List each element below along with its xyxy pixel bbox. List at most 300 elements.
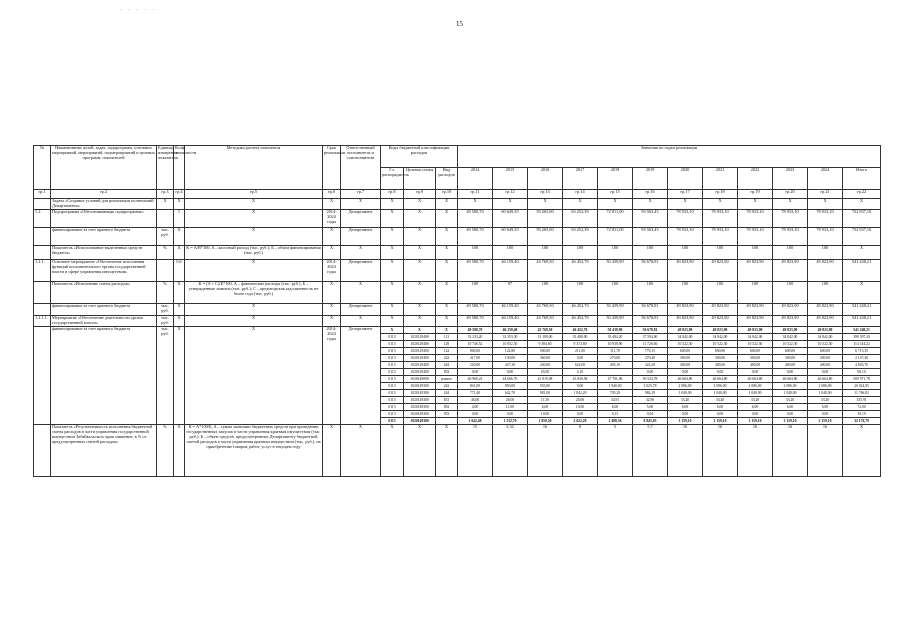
row-coef: X bbox=[174, 303, 185, 315]
row-value: 49 580,70 bbox=[458, 209, 493, 227]
detail-value: 35 484,20 bbox=[598, 333, 633, 340]
row-unit bbox=[157, 209, 174, 227]
row-value: 46 159,40 bbox=[493, 303, 528, 315]
row-term: X bbox=[323, 315, 341, 326]
detail-value: 10,00 bbox=[528, 410, 563, 417]
detail-value: 211,00 bbox=[563, 347, 598, 354]
detail-code: 0113 bbox=[381, 389, 404, 396]
detail-value: 46 452,70 bbox=[563, 326, 598, 333]
table-row bbox=[34, 209, 881, 227]
row-value: 100 bbox=[563, 245, 598, 259]
row-value: 78 933,10 bbox=[808, 227, 843, 245]
column-number: гр.8 bbox=[381, 190, 404, 199]
detail-value: 984,19 bbox=[633, 389, 668, 396]
column-number: гр.17 bbox=[668, 190, 703, 199]
row-unit: % bbox=[157, 281, 174, 303]
detail-value: 10,00 bbox=[563, 403, 598, 410]
detail-value: 46 664,80 bbox=[703, 375, 738, 382]
detail-term: 2014-2024 годы bbox=[323, 326, 341, 424]
row-value: X bbox=[808, 199, 843, 210]
row-value: 59 265,00 bbox=[528, 227, 563, 245]
row-method: X bbox=[185, 315, 323, 326]
detail-value: 46 664,80 bbox=[808, 375, 843, 382]
detail-value: 3 159,10 bbox=[668, 417, 703, 424]
column-number: гр.11 bbox=[458, 190, 493, 199]
row-method: K = (A + C)/Б*100, A – фактические расходы (тыс. руб.); Б – утвержденные лимиты (тыс. руб.); C – кредиторская задолженность не более года (тыс. руб.) bbox=[185, 281, 323, 303]
row-value: X bbox=[633, 199, 668, 210]
row-value: 16 bbox=[668, 424, 703, 476]
row-value: 16 bbox=[738, 424, 773, 476]
row-name: Основное мероприятие «Обеспечение исполнения функций исполнительного органа государственной власти в сфере управления имуществом» bbox=[51, 259, 157, 281]
row-name: Показатель «Результативность исполнения бюджетной сметы расходов в части управления государственной имуществом Забайкальского края снижение, в % от предусмотренных сметой расходов» bbox=[51, 424, 157, 476]
detail-value: 1 040,00 bbox=[808, 389, 843, 396]
row-method: X bbox=[185, 227, 323, 245]
detail-code: 1020149300 bbox=[404, 403, 436, 410]
detail-value: 37 594,00 bbox=[633, 333, 668, 340]
row-number bbox=[34, 199, 51, 210]
row-value: 78 933,10 bbox=[738, 227, 773, 245]
detail-value: 34 842,00 bbox=[808, 333, 843, 340]
row-code-cs: X bbox=[404, 259, 436, 281]
detail-code: 1020149300 bbox=[404, 389, 436, 396]
row-name: финансирование за счет краевого бюджета bbox=[51, 227, 157, 245]
row-value: 752 937,10 bbox=[843, 227, 881, 245]
column-number: гр.2 bbox=[51, 190, 157, 199]
detail-code: разное bbox=[436, 375, 458, 382]
row-responsible: X bbox=[341, 245, 381, 259]
row-code-cs: X bbox=[404, 315, 436, 326]
row-responsible: Департамент bbox=[341, 209, 381, 227]
column-number: гр.6 bbox=[323, 190, 341, 199]
row-method: K = A/B*100, A – кассовый расход (тыс. руб.); Б – объем финансирования (тыс. руб.) bbox=[185, 245, 323, 259]
detail-value: 0,00 bbox=[563, 382, 598, 389]
detail-value: 34,91 bbox=[598, 396, 633, 403]
detail-code: 853 bbox=[436, 368, 458, 375]
detail-value: 49 823,90 bbox=[703, 326, 738, 333]
detail-value: 10 052,50 bbox=[493, 340, 528, 347]
detail-value: 49 823,90 bbox=[808, 326, 843, 333]
detail-value: 72,00 bbox=[843, 403, 881, 410]
detail-value: 31 109,00 bbox=[528, 333, 563, 340]
row-unit bbox=[157, 259, 174, 281]
header-year: 2019 bbox=[633, 168, 668, 190]
detail-value: 1 850,50 bbox=[528, 417, 563, 424]
row-term: X bbox=[323, 245, 341, 259]
row-code-gr: X bbox=[381, 199, 404, 210]
detail-code: 0113 bbox=[381, 403, 404, 410]
column-number: гр.13 bbox=[528, 190, 563, 199]
header-unit: Единица измерения показателя bbox=[157, 146, 174, 190]
detail-value: 46 664,80 bbox=[668, 375, 703, 382]
detail-value: 300,00 bbox=[773, 354, 808, 361]
row-value: 78 933,10 bbox=[703, 209, 738, 227]
row-value: 50 439,90 bbox=[598, 259, 633, 281]
detail-value: 3 159,10 bbox=[738, 417, 773, 424]
detail-code: 0113 bbox=[381, 382, 404, 389]
detail-value: 0,00 bbox=[493, 368, 528, 375]
header-values: Значения по годам реализации bbox=[458, 146, 881, 168]
detail-value: 11,50 bbox=[528, 396, 563, 403]
detail-code: 129 bbox=[436, 340, 458, 347]
row-value: 49 823,90 bbox=[668, 303, 703, 315]
row-value: 100 bbox=[773, 245, 808, 259]
detail-code: 0113 bbox=[381, 354, 404, 361]
detail-value: 33,20 bbox=[703, 396, 738, 403]
row-value: 93 563,45 bbox=[633, 209, 668, 227]
row-value: 100 bbox=[528, 245, 563, 259]
row-value: 49 823,90 bbox=[703, 315, 738, 326]
detail-value: 0,04 bbox=[633, 410, 668, 417]
row-method: X bbox=[185, 209, 323, 227]
detail-value: 33 233,20 bbox=[458, 333, 493, 340]
table-row bbox=[34, 315, 881, 326]
row-code-cs: X bbox=[404, 424, 436, 476]
header-coef: Коэф. значимости bbox=[174, 146, 185, 190]
row-value: 72 811,00 bbox=[598, 209, 633, 227]
row-value: 752 937,10 bbox=[843, 209, 881, 227]
header-year: 2016 bbox=[528, 168, 563, 190]
row-value: 100 bbox=[668, 281, 703, 303]
detail-code: 1020149300 bbox=[404, 417, 436, 424]
column-number: гр.20 bbox=[773, 190, 808, 199]
detail-value: 6 845,05 bbox=[633, 417, 668, 424]
row-value: 49 823,90 bbox=[738, 315, 773, 326]
detail-value: 41 919,08 bbox=[528, 375, 563, 382]
detail-value: 398 397,20 bbox=[843, 333, 881, 340]
detail-value: 0,00 bbox=[668, 410, 703, 417]
row-code-vr: X bbox=[436, 315, 458, 326]
header-budget-codes: Коды бюджетной классификации расходов bbox=[381, 146, 458, 168]
row-value: 78 933,10 bbox=[738, 209, 773, 227]
detail-value: 34 842,00 bbox=[668, 333, 703, 340]
row-responsible: X bbox=[341, 199, 381, 210]
detail-value: 4,00 bbox=[458, 403, 493, 410]
row-code-gr: X bbox=[381, 424, 404, 476]
row-value: 78 933,10 bbox=[808, 209, 843, 227]
row-code-gr: X bbox=[381, 315, 404, 326]
detail-value: 300,00 bbox=[703, 354, 738, 361]
detail-value: 20 024,85 bbox=[843, 382, 881, 389]
detail-value: 6,00 bbox=[668, 403, 703, 410]
row-value: X bbox=[843, 199, 881, 210]
detail-value: 49 823,90 bbox=[668, 326, 703, 333]
detail-value: 10 939,90 bbox=[598, 340, 633, 347]
row-unit: тыс. руб. bbox=[157, 303, 174, 315]
row-value: X bbox=[668, 199, 703, 210]
detail-value: 43 830,58 bbox=[563, 375, 598, 382]
detail-value: 11,00 bbox=[493, 403, 528, 410]
detail-value: 270,00 bbox=[598, 354, 633, 361]
row-value: 100 bbox=[808, 281, 843, 303]
detail-value: 1 642,48 bbox=[458, 417, 493, 424]
row-unit: X bbox=[157, 199, 174, 210]
detail-coef: X bbox=[174, 326, 185, 424]
row-responsible: X bbox=[341, 281, 381, 303]
row-value: X bbox=[843, 245, 881, 259]
detail-value: 2 622,20 bbox=[563, 417, 598, 424]
detail-value: 20,00 bbox=[563, 396, 598, 403]
detail-value: 2 147,40 bbox=[843, 354, 881, 361]
row-value: 49 823,90 bbox=[773, 315, 808, 326]
row-value: 50 439,90 bbox=[598, 315, 633, 326]
row-code-vr: X bbox=[436, 281, 458, 303]
row-value: 541 248,21 bbox=[843, 259, 881, 281]
detail-value: 130,00 bbox=[493, 354, 528, 361]
detail-value: 1 532,70 bbox=[493, 417, 528, 424]
row-code-vr: X bbox=[436, 424, 458, 476]
program-table bbox=[33, 145, 881, 477]
header-year: 2018 bbox=[598, 168, 633, 190]
detail-value: 11 766,82 bbox=[843, 389, 881, 396]
row-value: 72 811,00 bbox=[598, 227, 633, 245]
row-value: X bbox=[563, 199, 598, 210]
row-code-vr: X bbox=[436, 245, 458, 259]
detail-value: 10,19 bbox=[843, 410, 881, 417]
detail-value: 34 842,00 bbox=[738, 333, 773, 340]
row-value: X bbox=[598, 199, 633, 210]
detail-value: 26,00 bbox=[493, 396, 528, 403]
detail-code: 121 bbox=[436, 333, 458, 340]
header-responsible: Ответственный исполнитель и соисполнители bbox=[341, 146, 381, 190]
detail-value: 43 769,50 bbox=[528, 326, 563, 333]
row-value: 16 bbox=[773, 424, 808, 476]
detail-value: 240,00 bbox=[528, 361, 563, 368]
row-code-cs: X bbox=[404, 199, 436, 210]
row-code-cs: X bbox=[404, 245, 436, 259]
detail-value: 33,20 bbox=[738, 396, 773, 403]
row-value: 78 933,10 bbox=[668, 209, 703, 227]
detail-value: 49 580,70 bbox=[458, 326, 493, 333]
detail-code: 831 bbox=[436, 396, 458, 403]
detail-value: 47 701,06 bbox=[598, 375, 633, 382]
detail-value: 500,00 bbox=[528, 347, 563, 354]
detail-value: 2 086,00 bbox=[703, 382, 738, 389]
row-value: 16 bbox=[528, 424, 563, 476]
row-term: X bbox=[323, 281, 341, 303]
row-value: 56 678,81 bbox=[633, 259, 668, 281]
row-method: X bbox=[185, 259, 323, 281]
row-code-vr: X bbox=[436, 227, 458, 245]
header-year: 2022 bbox=[738, 168, 773, 190]
detail-value: 355,91 bbox=[843, 396, 881, 403]
detail-value: 6,00 bbox=[738, 403, 773, 410]
row-value: X bbox=[843, 424, 881, 476]
detail-value: 705,29 bbox=[598, 389, 633, 396]
header-year: Итого bbox=[843, 168, 881, 190]
row-term: 2014-2024 годы bbox=[323, 259, 341, 281]
detail-value: 49 823,90 bbox=[773, 326, 808, 333]
detail-value: 642,70 bbox=[493, 389, 528, 396]
table-row bbox=[34, 281, 881, 303]
row-value: 0 bbox=[563, 424, 598, 476]
column-number: гр.12 bbox=[493, 190, 528, 199]
detail-value: 32,96 bbox=[633, 396, 668, 403]
row-value: 93 563,45 bbox=[633, 227, 668, 245]
detail-code: 0113 bbox=[381, 361, 404, 368]
detail-value: 0,00 bbox=[738, 368, 773, 375]
detail-value: 600,00 bbox=[703, 347, 738, 354]
row-value: 100 bbox=[703, 245, 738, 259]
row-value: 78 933,10 bbox=[773, 209, 808, 227]
detail-code: 244 bbox=[436, 389, 458, 396]
row-value: X bbox=[738, 199, 773, 210]
detail-value: 6,00 bbox=[703, 403, 738, 410]
detail-value: 600,00 bbox=[773, 347, 808, 354]
row-responsible: Департамент bbox=[341, 259, 381, 281]
detail-code: 244 bbox=[436, 361, 458, 368]
row-responsible: X bbox=[341, 315, 381, 326]
row-coef: X bbox=[174, 227, 185, 245]
row-term: X bbox=[323, 227, 341, 245]
detail-value: 10 746,52 bbox=[458, 340, 493, 347]
detail-value: 0,15 bbox=[598, 410, 633, 417]
table-row bbox=[34, 199, 881, 210]
detail-value: 0,00 bbox=[563, 410, 598, 417]
row-value: 100 bbox=[493, 245, 528, 259]
detail-code: 242 bbox=[436, 354, 458, 361]
detail-value: 1 040,00 bbox=[738, 389, 773, 396]
row-value: 5 bbox=[598, 424, 633, 476]
detail-value: 2 086,00 bbox=[773, 382, 808, 389]
detail-method: X bbox=[185, 326, 323, 424]
detail-value: 111,70 bbox=[598, 347, 633, 354]
detail-value: 771,40 bbox=[458, 389, 493, 396]
row-value: 100 bbox=[528, 281, 563, 303]
row-value: 49 580,70 bbox=[458, 227, 493, 245]
row-number bbox=[34, 281, 51, 303]
detail-value: 800,00 bbox=[458, 347, 493, 354]
detail-value: 0,00 bbox=[493, 410, 528, 417]
row-value: 59 265,00 bbox=[528, 209, 563, 227]
row-coef: X bbox=[174, 245, 185, 259]
detail-value: 6,00 bbox=[773, 403, 808, 410]
row-value: 60 649,35 bbox=[493, 227, 528, 245]
row-value: X bbox=[843, 281, 881, 303]
row-value: 49 823,90 bbox=[773, 303, 808, 315]
table-row bbox=[34, 424, 881, 476]
detail-value: 3 159,10 bbox=[703, 417, 738, 424]
detail-code: 1020129400 bbox=[404, 354, 436, 361]
detail-value: 981,00 bbox=[528, 389, 563, 396]
detail-value: 2 086,00 bbox=[808, 382, 843, 389]
detail-number bbox=[34, 326, 51, 424]
row-value: 100 bbox=[458, 281, 493, 303]
detail-code: 0113 bbox=[381, 333, 404, 340]
detail-value: 850,00 bbox=[493, 382, 528, 389]
column-number: гр.5 bbox=[185, 190, 323, 199]
detail-value: 46 664,80 bbox=[738, 375, 773, 382]
detail-code: 853 bbox=[436, 410, 458, 417]
detail-value: 33,20 bbox=[808, 396, 843, 403]
table-row bbox=[34, 259, 881, 281]
row-number bbox=[34, 227, 51, 245]
detail-value: 0,00 bbox=[808, 368, 843, 375]
detail-value: 6,00 bbox=[598, 403, 633, 410]
column-number: гр.22 bbox=[843, 190, 881, 199]
row-term: X bbox=[323, 303, 341, 315]
detail-value: 6,00 bbox=[528, 403, 563, 410]
row-name: Показатель «Исполнение сметы расходов» bbox=[51, 281, 157, 303]
detail-value: 933,00 bbox=[528, 382, 563, 389]
column-number: гр.3 bbox=[157, 190, 174, 199]
detail-value: 46 664,80 bbox=[773, 375, 808, 382]
row-code-vr: X bbox=[436, 209, 458, 227]
detail-value: 5,00 bbox=[633, 403, 668, 410]
detail-value: 400,00 bbox=[703, 361, 738, 368]
row-value: 46 159,40 bbox=[493, 259, 528, 281]
row-value: 100 bbox=[703, 281, 738, 303]
row-value: 100 bbox=[633, 281, 668, 303]
detail-value: 2 086,00 bbox=[738, 382, 773, 389]
detail-value: 65,00 bbox=[528, 368, 563, 375]
table-row bbox=[34, 227, 881, 245]
row-unit: тыс. руб. bbox=[157, 227, 174, 245]
row-unit: тыс. руб. bbox=[157, 315, 174, 326]
row-code-cs: X bbox=[404, 227, 436, 245]
detail-code: 1020129400 bbox=[404, 333, 436, 340]
detail-code: 122 bbox=[436, 347, 458, 354]
detail-value: 0,00 bbox=[773, 410, 808, 417]
row-name: Мероприятие «Обеспечение деятельности органа государственной власти» bbox=[51, 315, 157, 326]
row-value: 46 159,40 bbox=[493, 315, 528, 326]
detail-value: 400,00 bbox=[738, 361, 773, 368]
detail-value: 3 159,10 bbox=[808, 417, 843, 424]
page-number: 15 bbox=[456, 20, 463, 28]
header-method: Методика расчета показателя bbox=[185, 146, 323, 190]
column-number: гр.1 bbox=[34, 190, 51, 199]
detail-value: 1 040,00 bbox=[668, 389, 703, 396]
detail-value: 360,00 bbox=[528, 354, 563, 361]
detail-value: 0,00 bbox=[668, 368, 703, 375]
detail-value: 509 971,78 bbox=[843, 375, 881, 382]
row-number: 1.2. bbox=[34, 209, 51, 227]
row-value: 43 769,50 bbox=[528, 315, 563, 326]
detail-value: 3 159,10 bbox=[773, 417, 808, 424]
row-name: финансирование за счет краевого бюджета bbox=[51, 303, 157, 315]
row-code-gr: X bbox=[381, 259, 404, 281]
detail-value: 9 373,60 bbox=[563, 340, 598, 347]
column-number: гр.9 bbox=[404, 190, 436, 199]
column-number: гр.14 bbox=[563, 190, 598, 199]
detail-value: 33,20 bbox=[668, 396, 703, 403]
row-name: Показатель «Использование выделенных средств бюджета» bbox=[51, 245, 157, 259]
row-coef: X bbox=[174, 281, 185, 303]
table-row bbox=[34, 245, 881, 259]
detail-value: 405,10 bbox=[598, 361, 633, 368]
row-code-vr: X bbox=[436, 259, 458, 281]
detail-code: 0113 bbox=[381, 396, 404, 403]
row-value: 97 bbox=[493, 281, 528, 303]
detail-value: 1 842,20 bbox=[563, 389, 598, 396]
detail-value: 56 678,81 bbox=[633, 326, 668, 333]
detail-code: 0113 bbox=[381, 340, 404, 347]
row-code-gr: X bbox=[381, 209, 404, 227]
row-value: 100 bbox=[458, 245, 493, 259]
detail-value: 300,00 bbox=[738, 354, 773, 361]
detail-value: 417,00 bbox=[458, 354, 493, 361]
row-method: X bbox=[185, 199, 323, 210]
row-value: 49 823,90 bbox=[738, 303, 773, 315]
row-value: 63 252,39 bbox=[563, 209, 598, 227]
header-year: 2014 bbox=[458, 168, 493, 190]
row-term: 2014-2024 годы bbox=[323, 209, 341, 227]
row-value: 100 bbox=[598, 245, 633, 259]
header-year: 2023 bbox=[773, 168, 808, 190]
row-number bbox=[34, 245, 51, 259]
row-value: 46 452,70 bbox=[563, 315, 598, 326]
row-code-gr: X bbox=[381, 227, 404, 245]
row-code-cs: X bbox=[404, 281, 436, 303]
